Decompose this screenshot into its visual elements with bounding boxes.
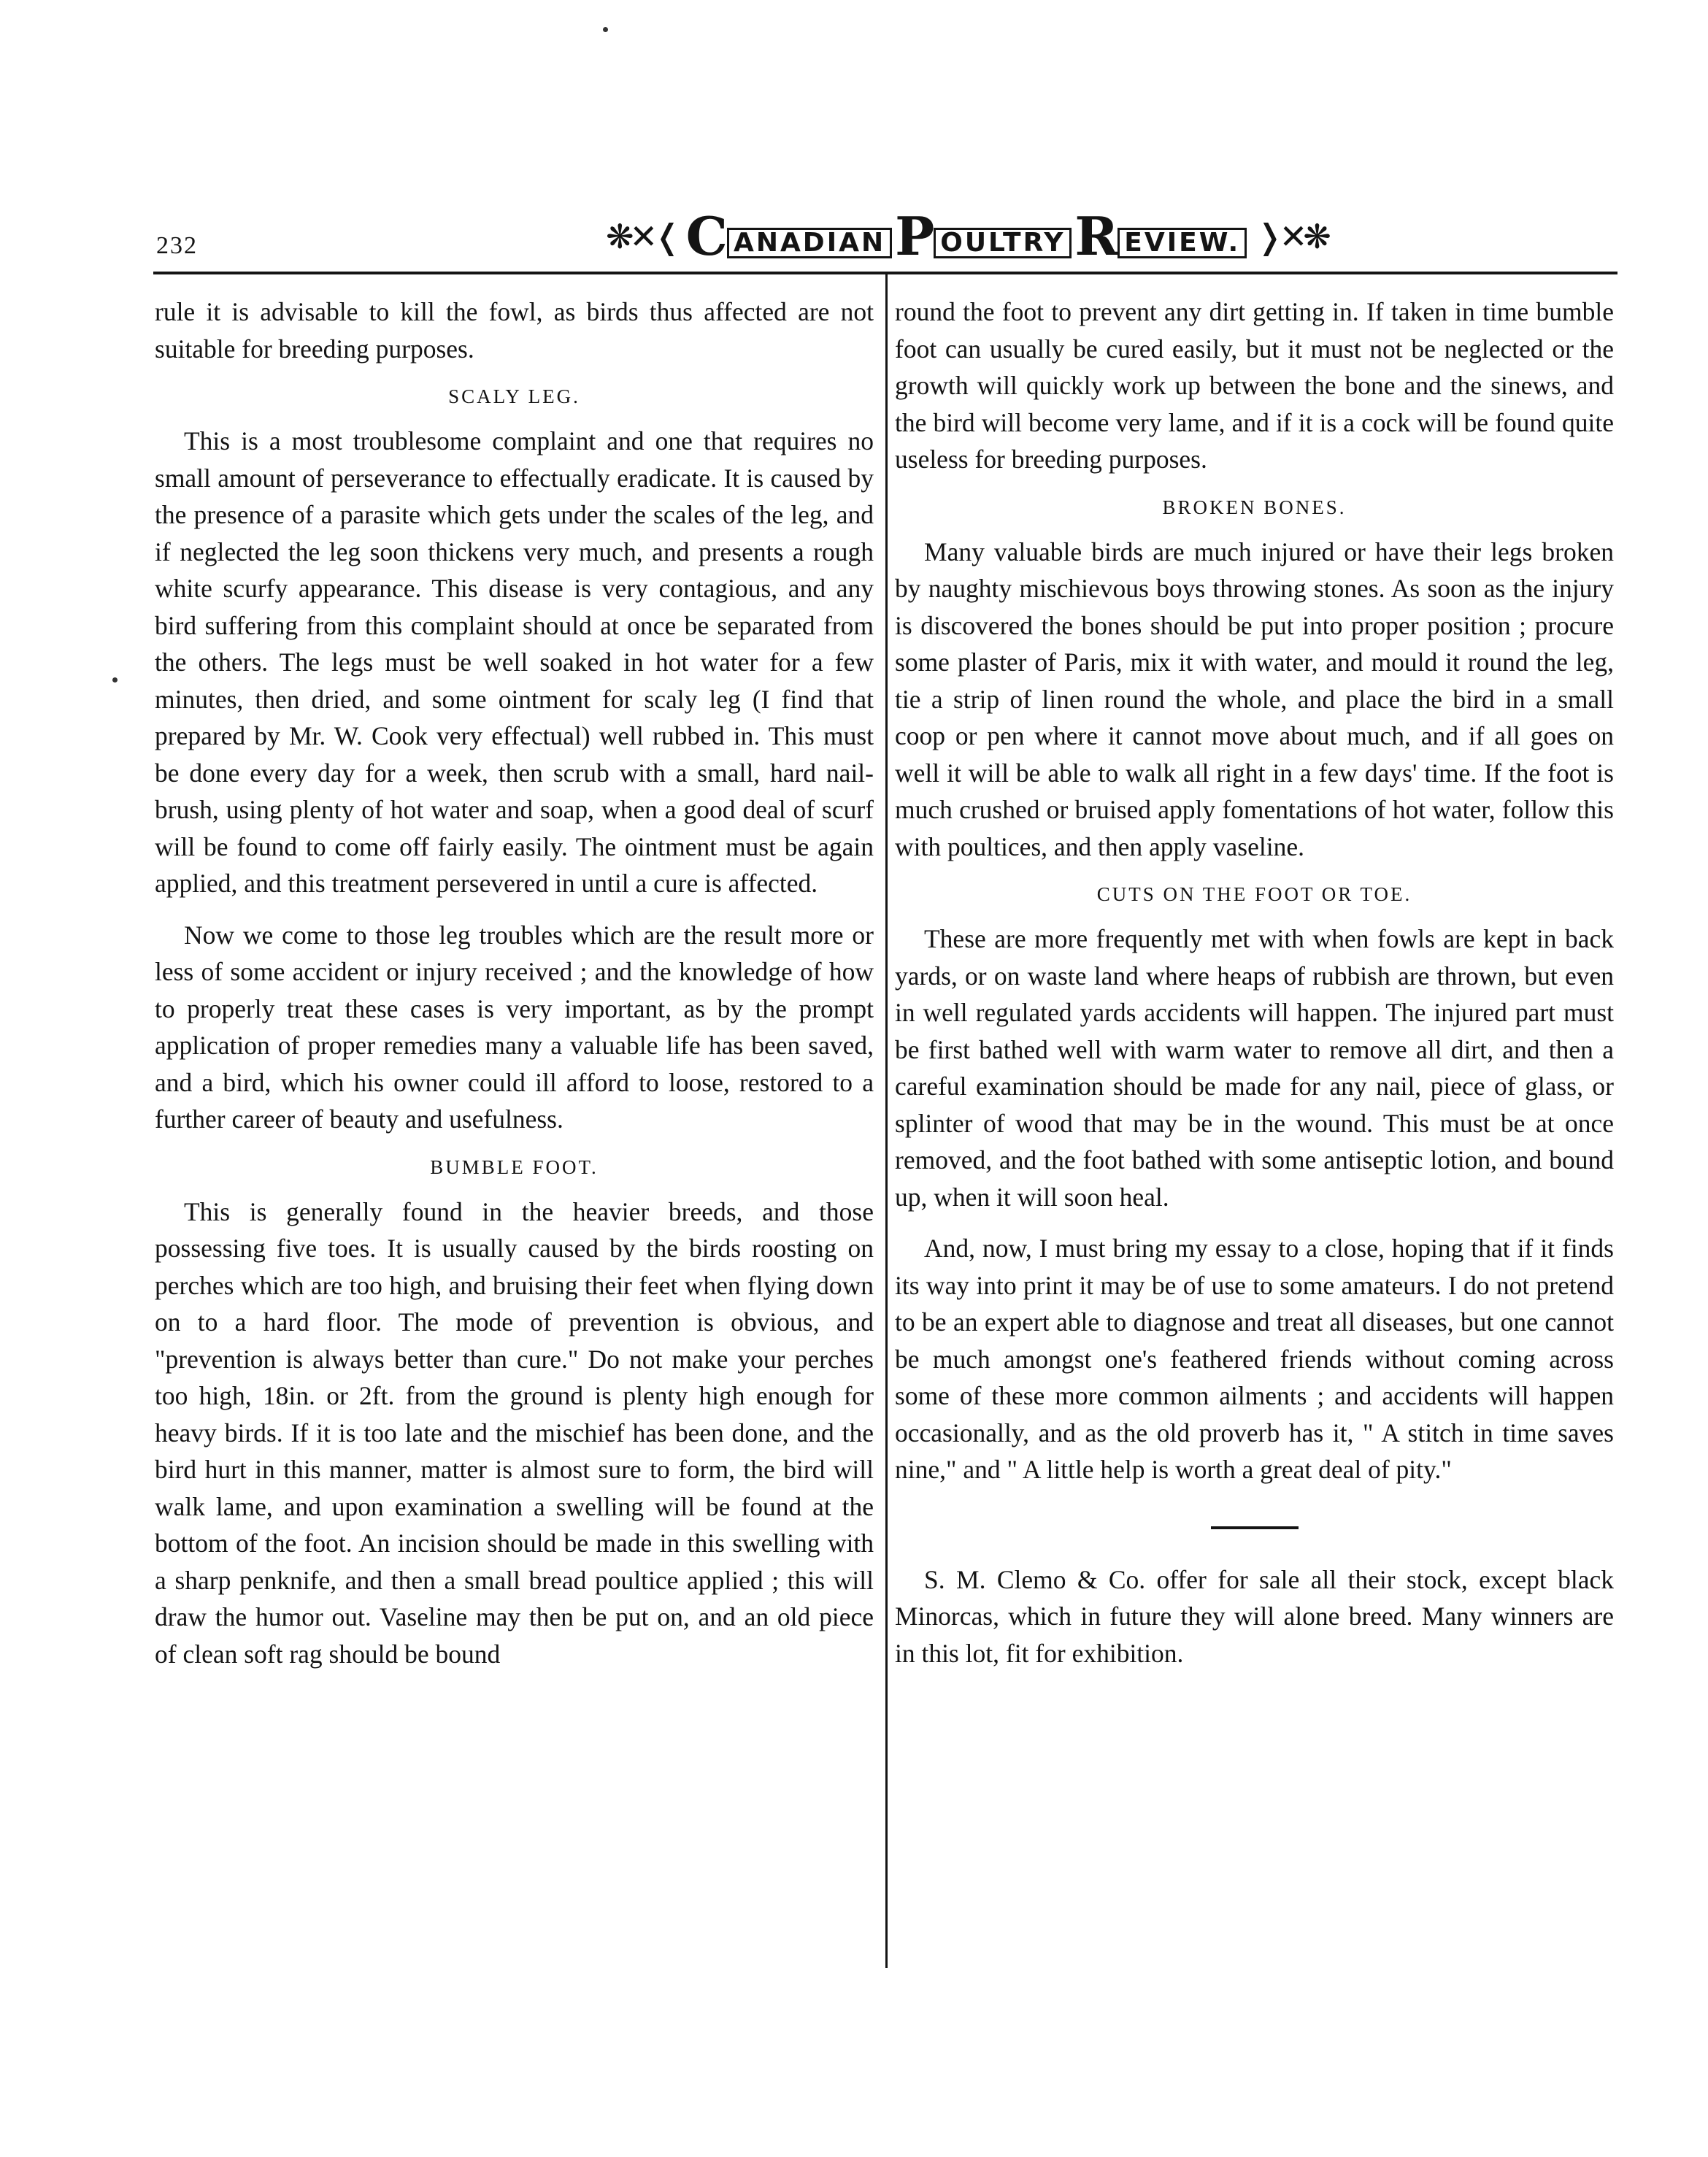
paragraph: This is a most troublesome complaint and one that requires no small amount of perseverance to effectually eradicate. It is caused by the presence of a parasite which gets under the scales of the leg, and if neglected the leg soon thickens very much, and presents a rough white scurfy appearance. This disease is very contagious, and any bird suffering from this complaint should at once be separated from the others. The legs must be well soaked in hot water for a few minutes, then dried, and some ointment for scaly leg (I find that prepared by Mr. W. Cook very effectual) well rubbed in. This must be done every day for a week, then scrub with a small, hard nail-brush, using plenty of hot water and soap, when a good deal of scurf will be found to come off fairly easily. The ointment must be again applied, and this treatment persevered in until a cure is affected. [155,426,874,898]
masthead-word: P OULTRY [895,210,1072,263]
masthead [606,205,1327,267]
section-heading: SCALY LEG. [448,385,580,407]
divider [1211,1526,1299,1529]
paragraph: And, now, I must bring my essay to a close, hoping that if it finds its way into print it may be of use to some amateurs. I do not pretend to be an expert able to diagnose and treat all diseases, but one cannot be much amongst one's feathered friends without coming across some of these more common ailments ; and accidents will happen occasionally, and as the old proverb has it, " A stitch in time saves nine," and " A little help is worth a great deal of pity." [895,1234,1614,1484]
paragraph: This is generally found in the heavier breeds, and those possessing five toes. It is usually caused by the birds roosting on perches which are too high, and bruising their feet when flying down on to a hard floor. The mode of prevention is obvious, and "prevention is always better than cure." Do not make your perches too high, 18in. or 2ft. from the ground is plenty high enough for heavy birds. If it is too late and the mischief has been done, and the bird hurt in this manner, matter is almost sure to form, the bird will walk lame, and upon examination a swelling will be found at the bottom of the foot. An incision should be made in this swelling with a sharp penknife, and then a small bread poultice applied ; this will draw the humor out. Vaseline may then be put on, and an old piece of clean soft rag should be bound [155,1196,874,1669]
right-column [895,293,1614,1672]
paragraph: These are more frequently met with when fowls are kept in back yards, or on waste land where heaps of rubbish are thrown, but even in well regulated yards accidents will happen. The injured part must be first bathed well with warm water to remove all dirt, and then a careful examination should be made for any nail, piece of glass, or splinter of wood that may be in the wound. This must be at once removed, and the foot bathed with some antiseptic lotion, and bound up, when it will soon heal. [895,924,1614,1212]
left-ornament-icon: ❋✕❬ [606,218,677,255]
section-heading: BUMBLE FOOT. [430,1156,599,1178]
left-column [155,293,874,1672]
stray-ink-dot [112,677,118,683]
masthead-title [685,205,1247,267]
paragraph: round the foot to prevent any dirt getting in. If taken in time bumble foot can usually be cured easily, but it must not be neglected or the growth will quickly work up between the bone and the sinews, and the bird will become very lame, and if it is a cock will be found quite useless for breeding purposes. [895,297,1614,474]
paragraph: Many valuable birds are much injured or have their legs broken by naughty mischievous boys throwing stones. As soon as the injury is discovered the bones should be put into proper position ; procure some plaster of Paris, mix it with water, and mould it round the leg, tie a strip of linen round the whole, and place the bird in a small coop or pen where it cannot move about much, and if all goes on well it will be able to walk all right in a few days' time. If the foot is much crushed or bruised apply fomentations of hot water, follow this with poultices, and then apply vaseline. [895,537,1614,861]
section-heading: CUTS ON THE FOOT OR TOE. [1096,883,1412,905]
column-divider [885,274,888,1968]
masthead-word: R EVIEW. [1074,210,1247,263]
section-heading: BROKEN BONES. [1162,496,1347,518]
paragraph: Now we come to those leg troubles which are the result more or less of some accident or injury received ; and the knowledge of how to properly treat these cases is very important, as by the prompt application of proper remedies many a valuable life has been saved, and a bird, which his owner could ill afford to loose, restored to a further career of beauty and usefulness. [155,920,874,1134]
right-ornament-icon: ❭✕❋ [1255,218,1327,255]
advertisement-notice: S. M. Clemo & Co. offer for sale all their stock, except black Minorcas, which in future they will alone breed. Many winners are in this lot, fit for exhibition. [895,1564,1614,1668]
paragraph: rule it is advisable to kill the fowl, as birds thus affected are not suitable for breeding purposes. [155,297,874,364]
masthead-word: C ANADIAN [686,210,892,263]
page-number: 232 [156,232,198,259]
stray-ink-dot [603,27,608,32]
